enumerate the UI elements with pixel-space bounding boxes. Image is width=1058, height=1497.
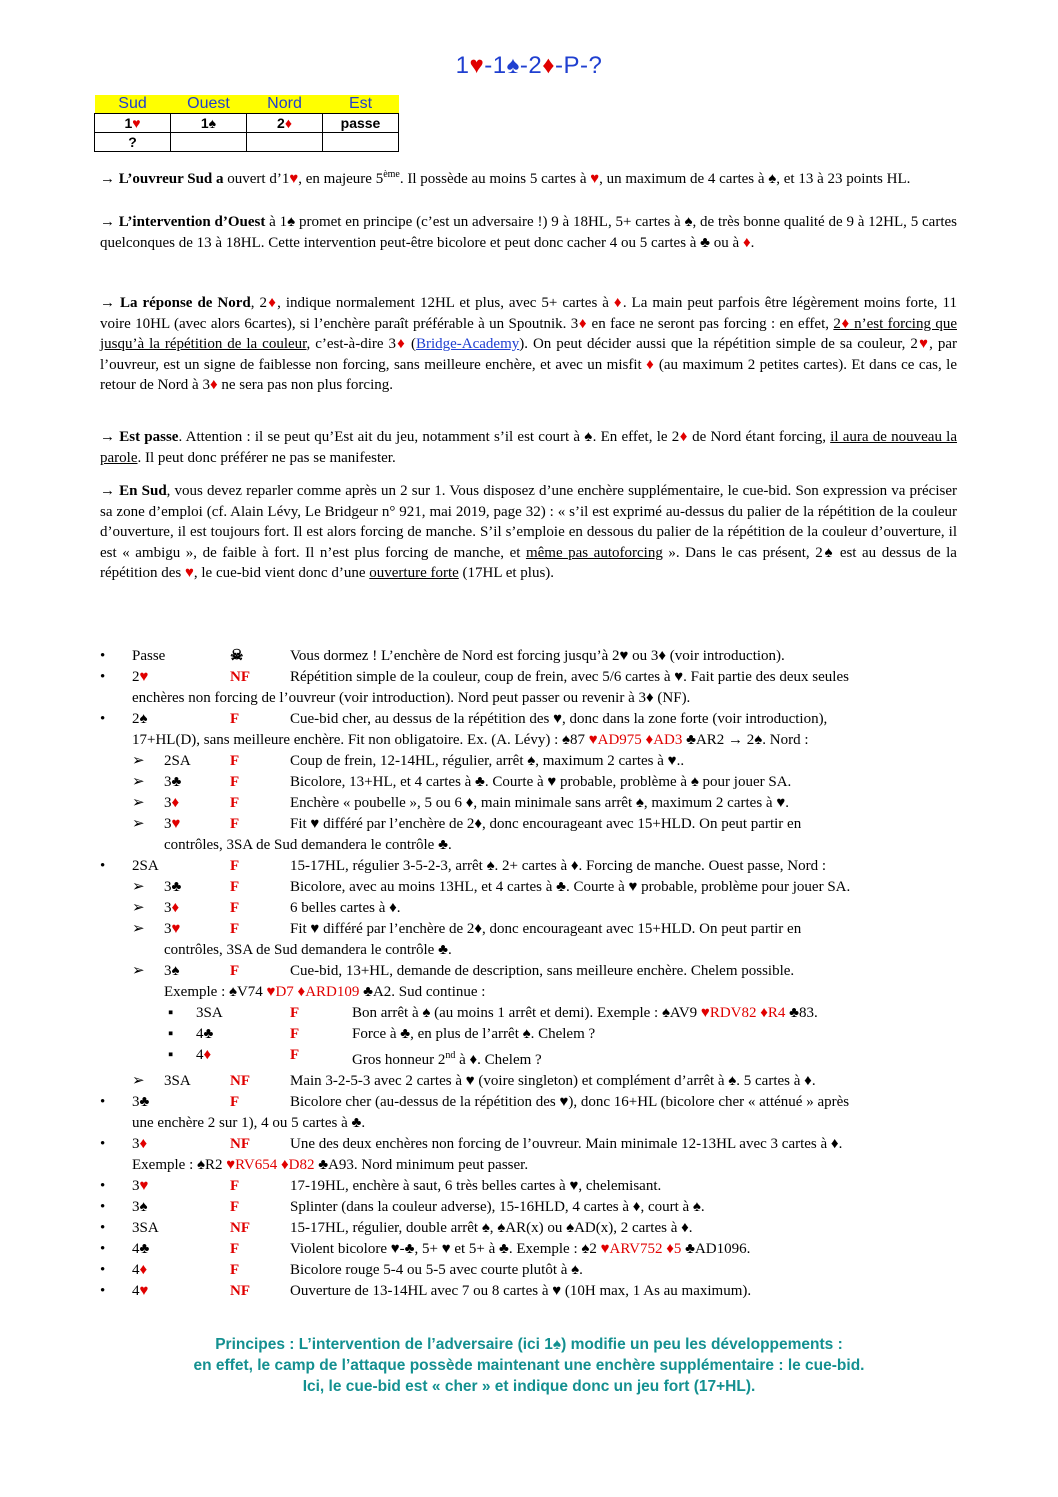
list-item: ▪ 3SA F Bon arrêt à ♠ (au moins 1 arrêt et demi). Exemple : ♠AV9 ♥RDV82 ♦R4 ♣83. xyxy=(168,1005,818,1021)
paragraph-sud: → En Sud, vous devez reparler comme après un 2 sur 1. Vous disposez d’une enchère supplémentaire, le cue-bid. Son expression va préciser sa zone d’emploi (cf. Alain Lévy, Le Bridgeur n° 921, mai 2019, page 32) : « s’il est exprimé au-dessus du palier de la répétition de la couleur d’ouverture, il est toujours fort. Il est alors forcing de manche. S’il s’emploie en dessous du palier de la répétition de la couleur d’ouverture, il est « ambigu », de faible à fort. Il n’est plus forcing de manche, et même pas autoforcing ». Dans le cas présent, 2♠ est au dessus de la répétition des ♥, le cue-bid vient donc d’une ouverture forte (17HL et plus). xyxy=(100,483,957,581)
header-est: Est xyxy=(323,95,399,114)
list-item: • 2♥ NF Répétition simple de la couleur, coup de frein, avec 5/6 cartes à ♥. Fait partie des deux seules enchères non forcing de l’ouvreur (voir introduction). Nord peut passer ou revenir à 3♦ (NF). xyxy=(100,669,849,706)
header-nord: Nord xyxy=(247,95,323,114)
skull-icon: ☠ xyxy=(230,648,244,664)
list-item: ➢ 3♥ F Fit ♥ différé par l’enchère de 2♦, donc encourageant avec 15+HLD. On peut partir en contrôles, 3SA de Sud demandera le contrôle ♣. xyxy=(132,816,802,853)
list-item: • 2♠ F Cue-bid cher, au dessus de la répétition des ♥, donc dans la zone forte (voir introduction), 17+HL(D), sans meilleure enchère. Fit non obligatoire. Ex. (A. Lévy) : ♠87 ♥AD975 ♦AD3 ♣AR2 → 2♠. Nord : xyxy=(100,711,828,748)
list-item: ➢ 2SA F Coup de frein, 12-14HL, régulier, arrêt ♠, maximum 2 cartes à ♥.. xyxy=(132,753,685,769)
list-item: • 3♣ F Bicolore cher (au-dessus de la répétition des ♥), donc 16+HL (bicolore cher « atténué » après une enchère 2 sur 1), 4 ou 5 cartes à ♣. xyxy=(100,1094,850,1131)
list-item: • 4♣ F Violent bicolore ♥-♣, 5+ ♥ et 5+ à ♣. Exemple : ♠2 ♥ARV752 ♦5 ♣AD1096. xyxy=(100,1241,751,1257)
bid-list xyxy=(100,646,960,1302)
list-item: ➢ 3SA NF Main 3-2-5-3 avec 2 cartes à ♥ (voire singleton) et complément d’arrêt à ♠. 5 cartes à ♦. xyxy=(132,1073,816,1089)
list-item: ➢ 3♥ F Fit ♥ différé par l’enchère de 2♦, donc encourageant avec 15+HLD. On peut partir en contrôles, 3SA de Sud demandera le contrôle ♣. xyxy=(132,921,802,958)
bid-cell: passe xyxy=(323,114,399,133)
bidding-table xyxy=(94,95,399,152)
list-item: ▪ 4♣ F Force à ♣, en plus de l’arrêt ♠. Chelem ? xyxy=(168,1026,596,1042)
list-item: • 3♦ NF Une des deux enchères non forcing de l’ouvreur. Main minimale 12-13HL avec 3 cartes à ♦. Exemple : ♠R2 ♥RV654 ♦D82 ♣A93. Nord minimum peut passer. xyxy=(100,1136,843,1173)
list-item: ▪ 4♦ F Gros honneur 2nd à ♦. Chelem ? xyxy=(168,1047,542,1068)
list-item: ➢ 3♣ F Bicolore, 13+HL, et 4 cartes à ♣. Courte à ♥ probable, problème à ♠ pour jouer SA. xyxy=(132,774,792,790)
bridge-academy-link[interactable]: Bridge-Academy xyxy=(415,336,520,352)
paragraph-opener: → L’ouvreur Sud a ouvert d’1♥, en majeure 5ème. Il possède au moins 5 cartes à ♥, un maximum de 4 cartes à ♠, et 13 à 23 points HL. xyxy=(100,169,911,187)
list-item: ➢ 3♦ F Enchère « poubelle », 5 ou 6 ♦, main minimale sans arrêt ♠, maximum 2 cartes à ♥. xyxy=(132,795,789,811)
list-item: • Passe ☠ Vous dormez ! L’enchère de Nord est forcing jusqu’à 2♥ ou 3♦ (voir introduction). xyxy=(100,646,960,667)
principles-box: Principes : L’intervention de l’adversaire (ici 1♠) modifie un peu les développements : en effet, le camp de l’attaque possède maintenant une enchère supplémentaire : le cue-bid. Ici, le cue-bid est « cher » et indique donc un jeu fort (17+HL). xyxy=(193,1336,865,1395)
list-item: • 3SA NF 15-17HL, régulier, double arrêt ♠, ♠AR(x) ou ♠AD(x), 2 cartes à ♦. xyxy=(100,1220,693,1236)
paragraph-ouest: → L’intervention d’Ouest à 1♠ promet en principe (c’est un adversaire !) 9 à 18HL, 5+ cartes à ♠, de très bonne qualité de 9 à 12HL, 5 cartes quelconques de 13 à 18HL. Cette intervention peut-être bicolore et peut donc cacher 4 ou 5 cartes à ♣ ou à ♦. xyxy=(100,214,957,251)
list-item: ➢ 3♣ F Bicolore, avec au moins 13HL, et 4 cartes à ♣. Courte à ♥ probable, problème pour jouer SA. xyxy=(132,879,851,895)
bid-cell xyxy=(247,133,323,152)
list-item: • 4♥ NF Ouverture de 13-14HL avec 7 ou 8 cartes à ♥ (10H max, 1 As au maximum). xyxy=(100,1283,752,1299)
bid-cell: ? xyxy=(95,133,171,152)
bid-cell xyxy=(323,133,399,152)
list-item: • 2SA F 15-17HL, régulier 3-5-2-3, arrêt ♠. 2+ cartes à ♦. Forcing de manche. Ouest passe, Nord : xyxy=(100,858,826,874)
page-title: 1♥-1♠-2♦-P-? xyxy=(455,52,603,79)
bid-cell: 2♦ xyxy=(247,114,323,133)
paragraph-nord: → La réponse de Nord, 2♦, indique normalement 12HL et plus, avec 5+ cartes à ♦. La main peut parfois être légèrement moins forte, 11 voire 10HL (avec alors 6cartes), si l’enchère paraît préférable à un Spoutnik. 3♦ en face ne seront pas forcing : en effet, 2♦ n’est forcing que jusqu’à la répétition de la couleur, c’est-à-dire 3♦ (Bridge-Academy). On peut décider aussi que la répétition simple de sa couleur, 2♥, par l’ouvreur, est un signe de faiblesse non forcing, sans meilleure enchère, et avec un misfit ♦ (au maximum 2 petites cartes). Et dans ce cas, le retour de Nord à 3♦ ne sera pas non plus forcing. xyxy=(100,295,958,393)
bid-cell: 1♠ xyxy=(171,114,247,133)
list-item: • 3♥ F 17-19HL, enchère à saut, 6 très belles cartes à ♥, chelemisant. xyxy=(100,1178,662,1194)
paragraph-est: → Est passe. Attention : il se peut qu’Est ait du jeu, notamment s’il est court à ♠. En effet, le 2♦ de Nord étant forcing, il aura de nouveau la parole. Il peut donc préférer ne pas se manifester. xyxy=(100,429,958,466)
header-sud: Sud xyxy=(95,95,171,114)
list-item: ➢ 3♦ F 6 belles cartes à ♦. xyxy=(132,900,401,916)
list-item: • 4♦ F Bicolore rouge 5-4 ou 5-5 avec courte plutôt à ♠. xyxy=(100,1262,583,1278)
list-item: • 3♠ F Splinter (dans la couleur adverse), 15-16HLD, 4 cartes à ♦, court à ♠. xyxy=(100,1199,705,1215)
list-item: ➢ 3♠ F Cue-bid, 13+HL, demande de description, sans meilleure enchère. Chelem possible. Exemple : ♠V74 ♥D7 ♦ARD109 ♣A2. Sud continue : xyxy=(132,963,795,1000)
header-ouest: Ouest xyxy=(171,95,247,114)
bid-cell: 1♥ xyxy=(95,114,171,133)
bid-cell xyxy=(171,133,247,152)
